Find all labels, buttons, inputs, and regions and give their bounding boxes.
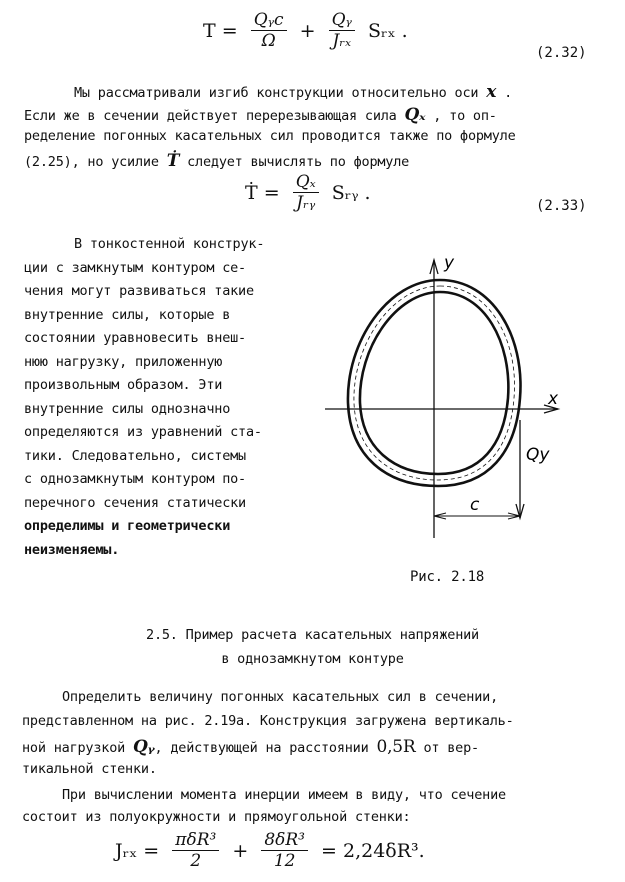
paragraph-line: перечного сечения статически bbox=[24, 494, 246, 511]
eq232-frac1-den: Ω bbox=[261, 31, 276, 51]
paragraph-line: неизменяемы. bbox=[24, 541, 120, 558]
paragraph-line: ределение погонных касательных сил проводится также по формуле bbox=[24, 128, 516, 144]
figure-caption: Рис. 2.18 bbox=[410, 569, 485, 585]
eqb-frac2-den: 12 bbox=[273, 851, 296, 871]
paragraph-line: тикальной стенки. bbox=[22, 761, 157, 777]
paragraph-line: ции с замкнутым контуром се- bbox=[24, 259, 246, 276]
figure-2-18 bbox=[320, 248, 620, 548]
paragraph-line: внутренние силы однозначно bbox=[24, 400, 231, 417]
paragraph-line: ной нагрузкой Qᵧ, действующей на расстоянии 0,5R от вер- bbox=[22, 737, 479, 757]
paragraph-line: произвольным образом. Эти bbox=[24, 377, 223, 393]
paragraph-line: внутренние силы, которые в bbox=[24, 306, 231, 323]
paragraph-line: Мы рассматривали изгиб конструкции относительно оси x . bbox=[74, 82, 513, 102]
paragraph-line: состоянии уравновесить внеш- bbox=[24, 330, 246, 346]
eqb-frac1-den: 2 bbox=[190, 851, 202, 871]
axis-y-label: y bbox=[444, 253, 455, 273]
dimension-label: c bbox=[470, 495, 480, 515]
paragraph-line: состоит из полуокружности и прямоугольной стенки: bbox=[22, 809, 411, 825]
load-label: Qy bbox=[526, 445, 550, 465]
paragraph-line: При вычислении момента инерции имеем в виду, что сечение bbox=[62, 787, 506, 803]
paragraph-line: Определить величину погонных касательных сил в сечении, bbox=[62, 689, 499, 705]
paragraph-line: тики. Следовательно, системы bbox=[24, 447, 246, 464]
paragraph-line: (2.25), но усилие Ṫ следует вычислять по формуле bbox=[24, 151, 410, 171]
equation-2-32: T = $\frac{\text{Qᵧc}}{\Omega}$ + $\frac{\text{Qᵧ}}{\text{Jᵣₓ}}$ Sᵣₓ . bbox=[203, 10, 408, 51]
paragraph-line: определимы и геометрически bbox=[24, 518, 231, 534]
paragraph-line: Если же в сечении действует перерезывающая сила Qₓ , то оп- bbox=[24, 105, 497, 125]
eq232-frac2-den: Jᵣₓ bbox=[332, 31, 352, 51]
equation-2-33: Ṫ = $\frac{\text{Qₓ}}{\text{Jᵣᵧ}}$ Sᵣᵧ . bbox=[245, 172, 371, 213]
eqb-frac1-num: πδR³ bbox=[172, 830, 219, 851]
paragraph-line: чения могут развиваться такие bbox=[24, 283, 254, 299]
section-title: 2.5. Пример расчета касательных напряжений bbox=[146, 627, 479, 643]
eq233-frac-den: Jᵣᵧ bbox=[296, 193, 316, 213]
equation-number: (2.33) bbox=[536, 198, 587, 214]
equation-moment-of-inertia: Jᵣₓ = $\frac{\text{πδR³}}{2}$ + $\frac{\text{8δR³}}{12}$ = 2,24δR³. bbox=[115, 830, 425, 871]
axis-x-label: x bbox=[548, 389, 559, 409]
paragraph-line: с однозамкнутым контуром по- bbox=[24, 471, 246, 487]
eq232-frac1-num: Qᵧc bbox=[251, 10, 287, 31]
section-title: в однозамкнутом контуре bbox=[221, 651, 404, 667]
paragraph-line: определяются из уравнений ста- bbox=[24, 424, 262, 440]
eqb-frac2-num: 8δR³ bbox=[261, 830, 308, 851]
equation-number: (2.32) bbox=[536, 45, 587, 61]
paragraph-line: представленном на рис. 2.19а. Конструкция загружена вертикаль- bbox=[22, 713, 514, 729]
paragraph-line: нюю нагрузку, приложенную bbox=[24, 353, 223, 370]
paragraph-line: В тонкостенной конструк- bbox=[74, 236, 265, 252]
eq233-frac-num: Qₓ bbox=[293, 172, 319, 193]
eq232-frac2-num: Qᵧ bbox=[329, 10, 355, 31]
